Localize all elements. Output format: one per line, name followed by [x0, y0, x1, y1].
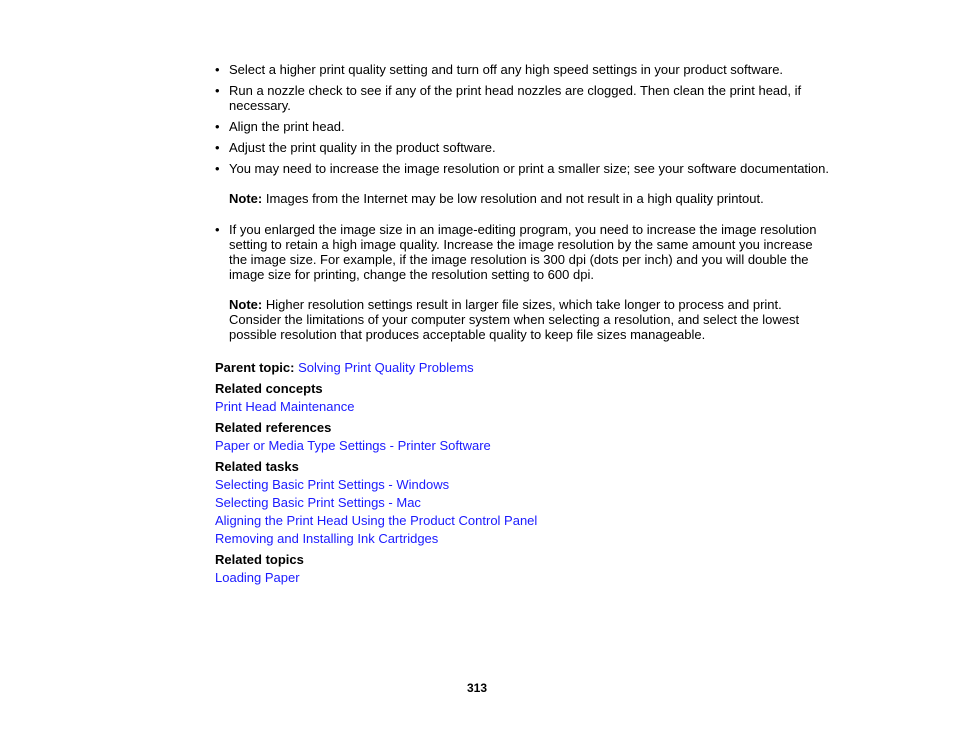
- list-item-text: You may need to increase the image resolution or print a smaller size; see your software documentation.: [229, 161, 830, 176]
- list-item: [215, 222, 830, 282]
- bullet-icon: •: [215, 119, 220, 134]
- parent-topic: [215, 360, 830, 375]
- bullet-icon: •: [215, 161, 220, 176]
- list-item-text: Adjust the print quality in the product software.: [229, 140, 496, 155]
- parent-topic-label: Parent topic:: [215, 360, 295, 375]
- link-removing-installing-ink[interactable]: Removing and Installing Ink Cartridges: [215, 531, 439, 546]
- document-content: [215, 62, 830, 585]
- note-text: Higher resolution settings result in larger file sizes, which take longer to process and print. Consider the limitations of your computer system when selecting a resolution, and select the lowest possible resolution that produces acceptable quality to keep file sizes manageable.: [229, 297, 800, 342]
- list-item: [215, 83, 830, 113]
- related-topics-heading: Related topics: [215, 552, 304, 567]
- bullet-icon: •: [215, 140, 220, 155]
- list-item-text: Run a nozzle check to see if any of the print head nozzles are clogged. Then clean the print head, if necessary.: [229, 83, 802, 113]
- link-basic-print-settings-mac[interactable]: Selecting Basic Print Settings - Mac: [215, 495, 421, 510]
- troubleshooting-list: [215, 62, 830, 176]
- related-concepts-heading: Related concepts: [215, 381, 323, 396]
- list-item-text: Align the print head.: [229, 119, 345, 134]
- list-item: [215, 119, 830, 134]
- link-loading-paper[interactable]: Loading Paper: [215, 570, 300, 585]
- link-print-head-maintenance[interactable]: Print Head Maintenance: [215, 399, 355, 414]
- link-aligning-print-head[interactable]: Aligning the Print Head Using the Product Control Panel: [215, 513, 538, 528]
- troubleshooting-list-continued: [215, 222, 830, 282]
- list-item-text: If you enlarged the image size in an image-editing program, you need to increase the image resolution setting to retain a high image quality. Increase the image resolution by the same amount you increase the image size. For example, if the image resolution is 300 dpi (dots per inch) and you will double the image size for printing, change the resolution setting to 600 dpi.: [229, 222, 817, 282]
- link-paper-media-type-settings[interactable]: Paper or Media Type Settings - Printer Software: [215, 438, 491, 453]
- related-references-heading: Related references: [215, 420, 332, 435]
- note-resolution: [215, 297, 830, 342]
- note-label: Note:: [229, 297, 263, 312]
- list-item-text: Select a higher print quality setting and turn off any high speed settings in your product software.: [229, 62, 784, 77]
- link-basic-print-settings-windows[interactable]: Selecting Basic Print Settings - Windows: [215, 477, 450, 492]
- list-item: [215, 140, 830, 155]
- bullet-icon: •: [215, 222, 220, 237]
- note-text: Images from the Internet may be low resolution and not result in a high quality printout.: [262, 191, 764, 206]
- page-number: 313: [466, 681, 488, 695]
- note-label: Note:: [229, 191, 263, 206]
- list-item: [215, 62, 830, 77]
- parent-topic-link[interactable]: Solving Print Quality Problems: [298, 360, 474, 375]
- related-tasks-heading: Related tasks: [215, 459, 299, 474]
- list-item: [215, 161, 830, 176]
- bullet-icon: •: [215, 83, 220, 98]
- note-internet-images: [215, 191, 830, 206]
- bullet-icon: •: [215, 62, 220, 77]
